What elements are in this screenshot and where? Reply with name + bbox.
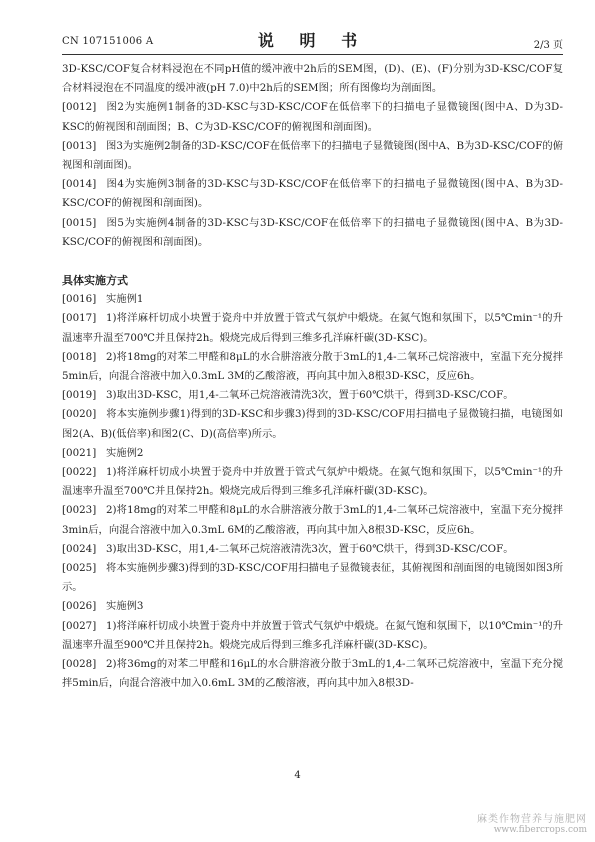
watermark xyxy=(477,814,587,836)
document-body xyxy=(62,60,563,694)
paragraph-0012: [0012] 图2为实施例1制备的3D-KSC与3D-KSC/COF在低倍率下的扫描电子显微镜图(图中A、D为3D-KSC的俯视图和剖面图；B、C为3D-KSC/COF的俯视图和剖面图)。 xyxy=(62,101,563,133)
paragraph-0022: [0022] 1)将洋麻杆切成小块置于瓷舟中并放置于管式气氛炉中煅烧。在氮气饱和氛围下，以5℃min⁻¹的升温速率升温至700℃并且保持2h。煅烧完成后得到三维多孔洋麻杆碳(3D-KSC)。 xyxy=(62,466,563,498)
paragraph-continuation: 3D-KSC/COF复合材料浸泡在不同pH值的缓冲液中2h后的SEM图，(D)、(E)、(F)分别为3D-KSC/COF复合材料浸泡在不同温度的缓冲液(pH 7.0)中2h后的SEM图；所有图像均为剖面图。 xyxy=(62,63,563,95)
paragraph-0017: [0017] 1)将洋麻杆切成小块置于瓷舟中并放置于管式气氛炉中煅烧。在氮气饱和氛围下，以5℃min⁻¹的升温速率升温至700℃并且保持2h。煅烧完成后得到三维多孔洋麻杆碳(3D-KSC)。 xyxy=(62,312,563,344)
document-id: CN 107151006 A xyxy=(62,36,154,47)
paragraph-0027: [0027] 1)将洋麻杆切成小块置于瓷舟中并放置于管式气氛炉中煅烧。在氮气饱和氛围下，以10℃min⁻¹的升温速率升温至900℃并且保持2h。煅烧完成后得到三维多孔洋麻杆碳(3D-KSC)。 xyxy=(62,619,563,651)
paragraph-0019: [0019] 3)取出3D-KSC，用1,4-二氧环己烷溶液清洗3次，置于60℃烘干，得到3D-KSC/COF。 xyxy=(62,389,514,402)
section-heading: 具体实施方式 xyxy=(62,274,128,288)
paragraph-0018: [0018] 2)将18mg的对苯二甲醛和8μL的水合肼溶液分散于3mL的1,4-二氧环己烷溶液中，室温下充分搅拌5min后，向混合溶液中加入0.3mL 3M的乙酸溶液，再向其中加入8根3D-KSC，反应6h。 xyxy=(62,350,563,383)
paragraph-0014: [0014] 图4为实施例3制备的3D-KSC与3D-KSC/COF在低倍率下的扫描电子显微镜图(图中A、B为3D-KSC/COF的俯视图和剖面图)。 xyxy=(62,178,563,210)
page-count: 2/3 页 xyxy=(533,40,563,51)
paragraph-0025: [0025] 将本实施例步骤3)得到的3D-KSC/COF用扫描电子显微镜表征，其俯视图和剖面图的电镜图如图3所示。 xyxy=(62,562,563,594)
watermark-name: 麻类作物营养与施肥网 xyxy=(477,814,587,825)
paragraph-0020: [0020] 将本实施例步骤1)得到的3D-KSC和步骤3)得到的3D-KSC/COF用扫描电子显微镜扫描，电镜图如图2(A、B)(低倍率)和图2(C、D)(高倍率)所示。 xyxy=(62,408,563,440)
paragraph-0028: [0028] 2)将36mg的对苯二甲醛和16μL的水合肼溶液分散于3mL的1,4-二氧环己烷溶液中，室温下充分搅拌5min后，向混合溶液中加入0.6mL 3M的乙酸溶液，再向其中加入8根3D- xyxy=(62,658,563,690)
paragraph-0016: [0016] 实施例1 xyxy=(62,293,144,306)
paragraph-0013: [0013] 图3为实施例2制备的3D-KSC/COF在低倍率下的扫描电子显微镜图(图中A、B为3D-KSC/COF的俯视图和剖面图)。 xyxy=(62,139,563,172)
document-title: 说 明 书 xyxy=(257,31,368,50)
paragraph-0021: [0021] 实施例2 xyxy=(62,446,144,459)
watermark-url: www.fibercrops.com xyxy=(493,825,587,835)
paragraph-0015: [0015] 图5为实施例4制备的3D-KSC与3D-KSC/COF在低倍率下的扫描电子显微镜图(图中A、B为3D-KSC/COF的俯视图和剖面图)。 xyxy=(62,216,563,248)
header-divider xyxy=(62,54,563,55)
paragraph-0024: [0024] 3)取出3D-KSC，用1,4-二氧环己烷溶液清洗3次，置于60℃烘干，得到3D-KSC/COF。 xyxy=(62,542,514,555)
page-number: 4 xyxy=(294,770,301,781)
paragraph-0023: [0023] 2)将18mg的对苯二甲醛和8μL的水合肼溶液分散于3mL的1,4-二氧环己烷溶液中，室温下充分搅拌3min后，向混合溶液中加入0.3mL 6M的乙酸溶液，再向其中加入8根3D-KSC，反应6h。 xyxy=(62,504,563,536)
page-header xyxy=(62,26,563,52)
paragraph-0026: [0026] 实施例3 xyxy=(62,600,144,613)
